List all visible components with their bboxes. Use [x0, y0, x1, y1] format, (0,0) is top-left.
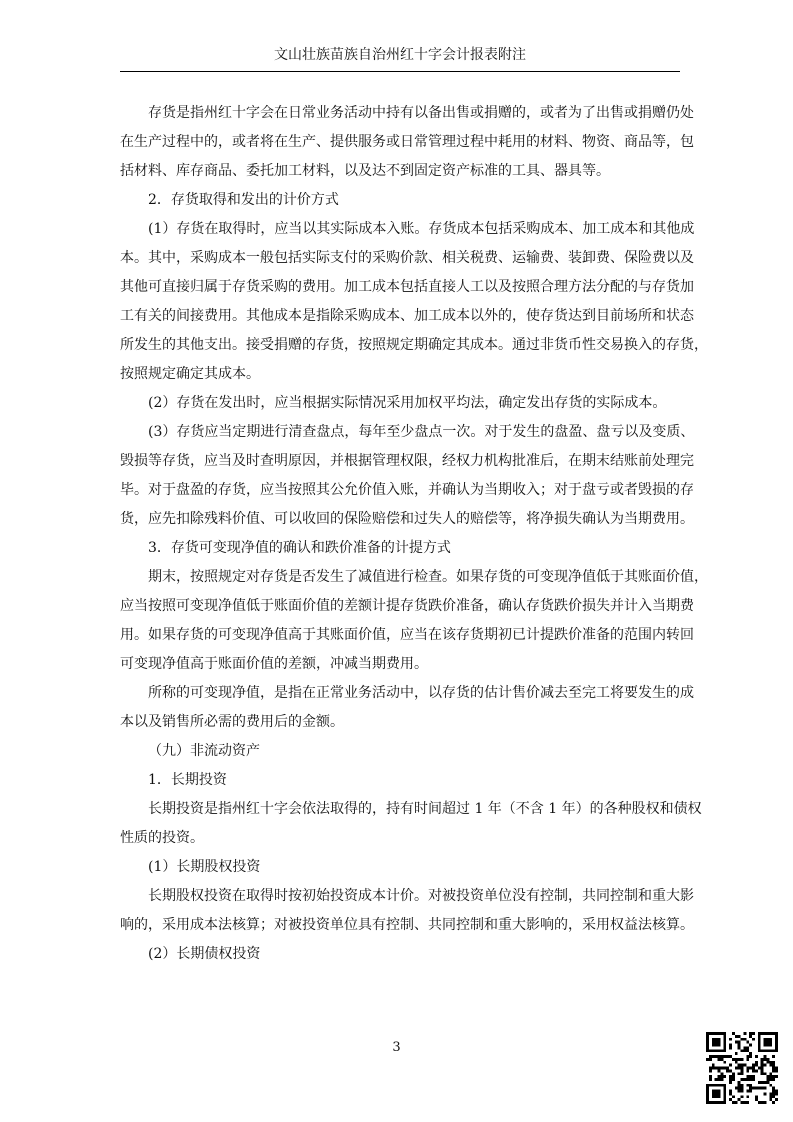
text-line: 用。如果存货的可变现净值高于其账面价值，应当在该存货期初已计提跌价准备的范围内转回 — [120, 627, 694, 643]
paragraph — [120, 940, 688, 969]
text-line: 其他可直接归属于存货采购的费用。加工成本包括直接人工以及按照合理方法分配的与存货加 — [120, 279, 694, 295]
text-line: 可变现净值高于账面价值的差额，冲减当期费用。 — [120, 656, 428, 672]
paragraph — [120, 186, 688, 215]
text-line: 1．长期投资 — [148, 772, 227, 788]
paragraph — [120, 418, 695, 534]
text-line: (2）长期债权投资 — [148, 946, 261, 962]
paragraph — [120, 795, 702, 853]
paragraph — [120, 99, 694, 186]
text-line: 性质的投资。 — [120, 830, 204, 846]
text-line: 按照规定确定其成本。 — [120, 366, 260, 382]
text-line: 所发生的其他支出。接受捐赠的存货，按照规定期确定其成本。通过非货币性交易换入的存货， — [120, 337, 708, 353]
text-line: (3）存货应当定期进行清查盘点，每年至少盘点一次。对于发生的盘盈、盘亏以及变质、 — [148, 424, 695, 440]
paragraph — [120, 853, 688, 882]
paragraph — [120, 563, 708, 679]
paragraph — [120, 882, 694, 940]
header-title: 文山壮族苗族自治州红十字会计报表附注 — [274, 47, 526, 63]
text-line: 长期股权投资在取得时按初始投资成本计价。对被投资单位没有控制，共同控制和重大影 — [148, 888, 694, 904]
paragraph — [120, 215, 708, 389]
text-line: （九）非流动资产 — [148, 743, 260, 759]
text-line: 所称的可变现净值，是指在正常业务活动中，以存货的估计售价减去至完工将要发生的成 — [148, 685, 694, 701]
paragraph — [120, 389, 688, 418]
text-line: 在生产过程中的，或者将在生产、提供服务或日常管理过程中耗用的材料、物资、商品等，包 — [120, 134, 694, 150]
paragraph — [120, 679, 694, 737]
text-line: 本。其中，采购成本一般包括实际支付的采购价款、相关税费、运输费、装卸费、保险费以及 — [120, 250, 694, 266]
text-line: (1）长期股权投资 — [148, 859, 261, 875]
text-line: 工有关的间接费用。其他成本是指除采购成本、加工成本以外的，使存货达到目前场所和状态 — [120, 308, 694, 324]
text-line: 本以及销售所必需的费用后的金额。 — [120, 714, 344, 730]
paragraph — [120, 534, 688, 563]
document-body — [120, 99, 708, 969]
header-rule — [120, 71, 680, 72]
text-line: (2）存货在发出时，应当根据实际情况采用加权平均法，确定发出存货的实际成本。 — [148, 395, 667, 411]
paragraph — [120, 766, 688, 795]
text-line: 响的，采用成本法核算；对被投资单位具有控制、共同控制和重大影响的，采用权益法核算。 — [120, 917, 694, 933]
qr-code-icon — [706, 1032, 778, 1104]
page-header — [120, 46, 680, 64]
text-line: 毕。对于盘盈的存货，应当按照其公允价值入账，并确认为当期收入；对于盘亏或者毁损的存 — [120, 482, 694, 498]
text-line: 括材料、库存商品、委托加工材料，以及达不到固定资产标准的工具、器具等。 — [120, 163, 610, 179]
text-line: 存货是指州红十字会在日常业务活动中持有以备出售或捐赠的，或者为了出售或捐赠仍处 — [148, 105, 694, 121]
text-line: 货，应先扣除残料价值、可以收回的保险赔偿和过失人的赔偿等，将净损失确认为当期费用。 — [120, 511, 694, 527]
text-line: 3．存货可变现净值的确认和跌价准备的计提方式 — [148, 540, 451, 556]
text-line: 期末，按照规定对存货是否发生了减值进行检查。如果存货的可变现净值低于其账面价值， — [148, 569, 708, 585]
text-line: (1）存货在取得时，应当以其实际成本入账。存货成本包括采购成本、加工成本和其他成 — [148, 221, 695, 237]
text-line: 应当按照可变现净值低于账面价值的差额计提存货跌价准备，确认存货跌价损失并计入当期费 — [120, 598, 694, 614]
text-line: 毁损等存货，应当及时查明原因，并根据管理权限，经权力机构批准后，在期末结账前处理完 — [120, 453, 694, 469]
text-line: 2．存货取得和发出的计价方式 — [148, 192, 339, 208]
page-number: 3 — [392, 1040, 401, 1055]
paragraph — [120, 737, 688, 766]
text-line: 长期投资是指州红十字会依法取得的，持有时间超过 1 年（不含 1 年）的各种股权和债权 — [148, 801, 702, 817]
